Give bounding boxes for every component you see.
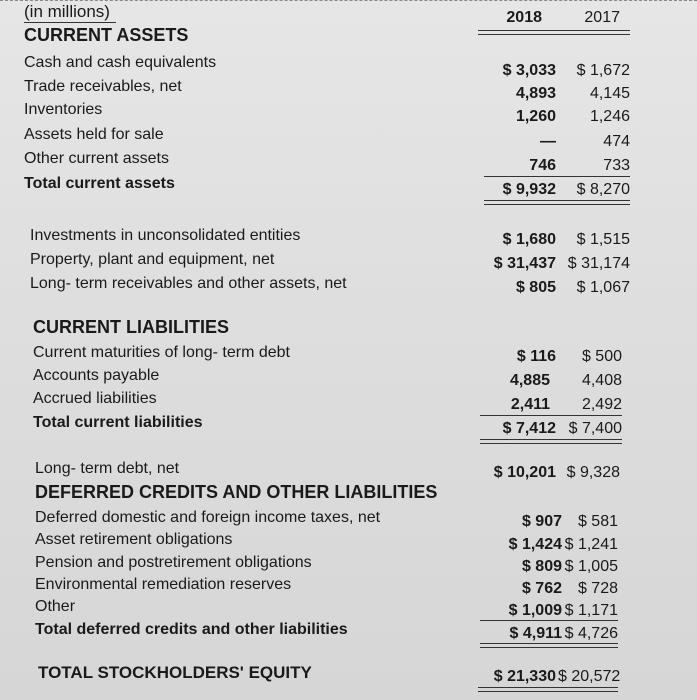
row-label: Other [35, 598, 76, 615]
row-label: Accounts payable [33, 367, 160, 384]
value-2017: $ 31,174 [567, 255, 630, 272]
row-label: Cash and cash equivalents [24, 54, 217, 71]
top-dashed-rule [0, 0, 697, 1]
value-2017: $ 728 [577, 580, 618, 597]
row-label: Long- term receivables and other assets, net [30, 275, 347, 292]
value-2018: $ 1,424 [508, 536, 562, 553]
value-2018: $ 805 [515, 279, 556, 296]
value-2017: $ 1,171 [564, 602, 618, 619]
subtotal-rule [480, 415, 622, 416]
long-term-debt-2018: $ 10,201 [493, 464, 556, 481]
value-2017: 474 [603, 133, 630, 150]
total-value-2017: $ 7,400 [568, 420, 622, 437]
row-label: Asset retirement obligations [35, 531, 233, 548]
value-2017: $ 1,515 [576, 231, 630, 248]
value-2017: $ 1,672 [576, 62, 630, 79]
year-2018-header: 2018 [506, 9, 542, 26]
value-2018: $ 1,680 [502, 231, 556, 248]
value-2017: 4,145 [589, 85, 630, 102]
row-label: Assets held for sale [24, 126, 164, 143]
total-label: Total current assets [24, 175, 175, 192]
total-label: Total current liabilities [33, 414, 203, 431]
row-label: Inventories [24, 101, 103, 118]
value-2018: 4,885 [509, 372, 550, 389]
row-label: Accrued liabilities [33, 390, 157, 407]
row-label: Other current assets [24, 150, 169, 167]
long-term-debt-2017: $ 9,328 [566, 464, 620, 481]
total-value-2018: $ 9,932 [502, 181, 556, 198]
value-2018: 2,411 [510, 396, 550, 413]
value-2017: $ 1,241 [564, 536, 618, 553]
value-2017: 1,246 [589, 108, 630, 125]
total-value-2018: $ 4,911 [509, 625, 562, 642]
current-assets-title: CURRENT ASSETS [24, 25, 189, 45]
row-label: Trade receivables, net [24, 78, 182, 95]
value-2018: $ 3,033 [502, 62, 556, 79]
subtotal-rule [480, 620, 618, 621]
equity-double-rule [478, 687, 618, 692]
total-double-rule [480, 643, 618, 648]
value-2017: $ 581 [577, 513, 618, 530]
value-2017: 4,408 [581, 372, 622, 389]
value-2017: $ 500 [581, 348, 622, 365]
value-2017: 2,492 [581, 396, 622, 413]
equity-label: TOTAL STOCKHOLDERS' EQUITY [38, 663, 312, 682]
value-2017: $ 1,067 [576, 279, 630, 296]
total-value-2017: $ 8,270 [576, 181, 630, 198]
value-2018: 746 [529, 157, 556, 174]
total-value-2018: $ 7,412 [502, 420, 556, 437]
total-double-rule [484, 200, 630, 205]
subtotal-rule [484, 176, 630, 177]
value-2017: 733 [603, 157, 630, 174]
current-liabilities-title: CURRENT LIABILITIES [33, 317, 229, 337]
total-label: Total deferred credits and other liabilities [35, 621, 348, 638]
units-note: (in millions) [24, 2, 110, 21]
value-2018: $ 1,009 [508, 602, 562, 619]
units-underline [24, 22, 116, 23]
value-2018: 1,260 [515, 108, 556, 125]
value-2017: $ 1,005 [564, 558, 618, 575]
value-2018: $ 907 [521, 513, 562, 530]
value-2018: 4,893 [515, 85, 556, 102]
equity-value-2017: $ 20,572 [558, 668, 621, 685]
deferred-credits-title: DEFERRED CREDITS AND OTHER LIABILITIES [35, 482, 438, 502]
row-label: Environmental remediation reserves [35, 576, 292, 593]
equity-value-2018: $ 21,330 [493, 668, 556, 685]
year-2017-header: 2017 [584, 9, 620, 26]
total-value-2017: $ 4,726 [564, 625, 618, 642]
long-term-debt-label: Long- term debt, net [35, 460, 180, 477]
value-2018: $ 809 [521, 558, 562, 575]
row-label: Investments in unconsolidated entities [30, 227, 301, 244]
value-2018: $ 31,437 [493, 255, 556, 272]
value-2018: — [540, 133, 556, 150]
row-label: Deferred domestic and foreign income taxes, net [35, 509, 381, 526]
header-rule [478, 30, 630, 35]
total-double-rule [480, 439, 622, 444]
value-2018: $ 116 [516, 348, 556, 365]
value-2018: $ 762 [521, 580, 562, 597]
row-label: Pension and postretirement obligations [35, 554, 312, 571]
row-label: Current maturities of long- term debt [33, 344, 290, 361]
row-label: Property, plant and equipment, net [30, 251, 275, 268]
